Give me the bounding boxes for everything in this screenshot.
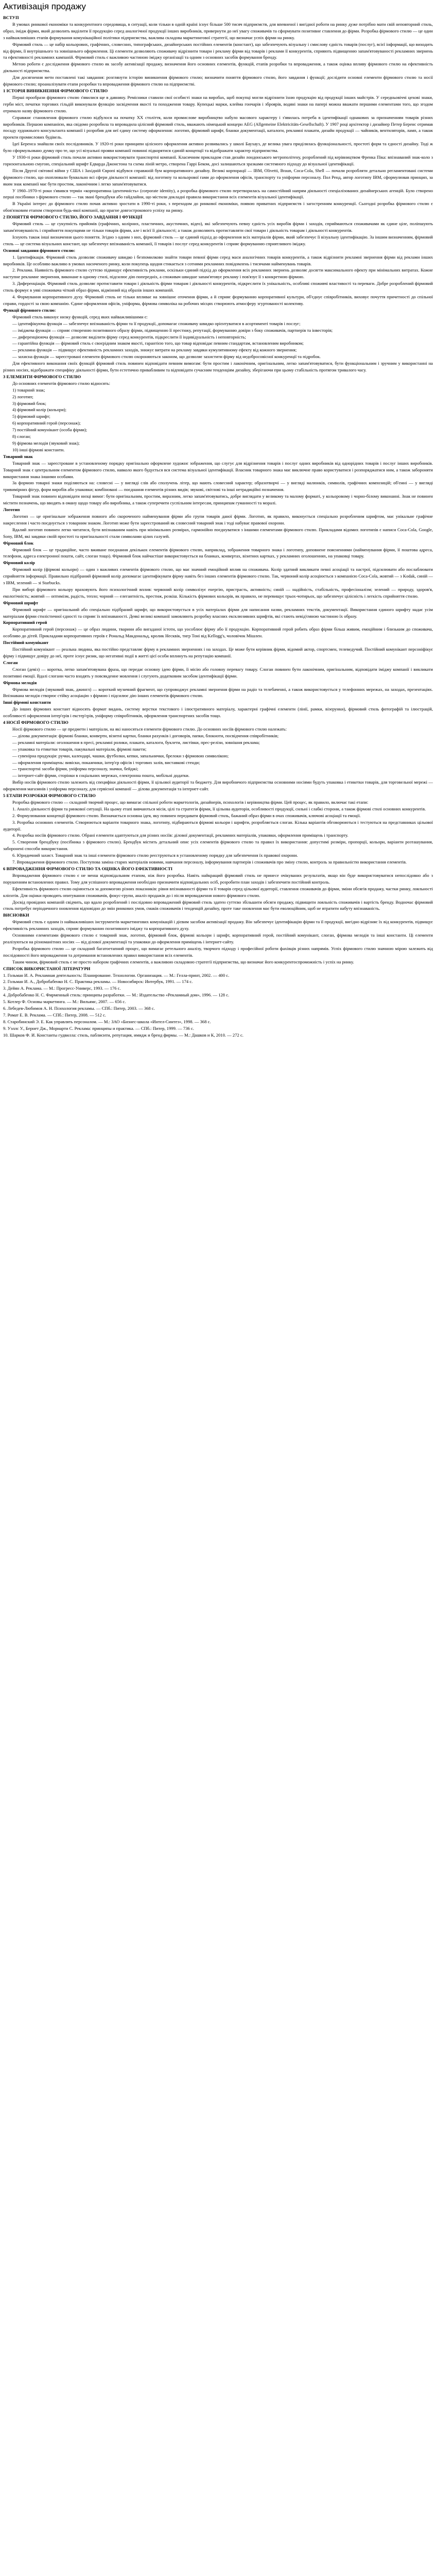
paragraph: Логотип — це оригінальне зображення повного або скороченого найменування фірми або групи товарів даної фірми. Логотип, як правило, виконується спеціально розробленим шрифтом, має унікальне графічне накреслення і часто поєднується з товарним знаком. Логотип може бути зареєстрований як словесний товарний знак і тоді набуває правової охорони. xyxy=(3,513,433,526)
paragraph: — інтернет-сайт фірми, сторінки в соціальних мережах, електронна пошта, мобільні додатки. xyxy=(12,773,190,778)
paragraph: Фірмовий колір (фірмові кольори) — один з важливих елементів фірмового стилю, що має значний емоційний вплив на споживача. Колір здатний викликати певні асоціації та настрої, підсилювати або послаблювати сприйняття інформації. Правильно підібраний фірмовий колір допомагає ідентифікувати фірму навіть без інших елементів фірмового стилю. Так, червоний колір асоціюється з компанією Coca-Cola, жовтий — з Kodak, синій — з IBM, зелений — зі Starbucks. xyxy=(3,567,433,586)
paragraph: 5) фірмовий шрифт; xyxy=(12,414,50,419)
paragraph: 7) постійний комунікант (особа фірми); xyxy=(12,427,88,433)
paragraph: 3. Розробка основних елементів. Створюються варіанти товарного знака, логотипу, підбираються фірмові кольори і шрифти, розробляється слоган. Кілька варіантів обговорюються і тестуються на представниках цільової аудиторії. xyxy=(3,819,433,832)
paragraph: 8. Старобинский Э. Е. Как управлять персоналом. — М.: ЗАО «Бизнес-школа «Интел-Синтез», 1998. — 368 с. xyxy=(3,1019,211,1024)
page-title: Активізація продажу xyxy=(3,2,86,11)
paragraph: 1. Гольман И. А. Рекламная деятельность: Планирование. Технологии. Организация. — М.: Гелла-принт, 2002. — 400 с. xyxy=(3,972,230,978)
paragraph: Фірмовий блок — це традиційне, часто вживане поєднання декількох елементів фірмового стилю, наприклад, зображення товарного знака і логотипу, доповнене поясненнями (найменування фірми, її поштова адреса, телефони, адреса електронної пошти, сайт, слоган тощо). Фірмовий блок найчастіше використовується на бланках, конвертах, візитних картках, у рекламних оголошеннях, на упаковці товару. xyxy=(3,547,433,559)
section-heading: Фірмова мелодія xyxy=(3,680,37,685)
section-heading: Фірмовий шрифт xyxy=(3,600,39,605)
paragraph: Фірмовий стиль виконує низку функцій, серед яких найважливішими є: xyxy=(12,314,148,319)
paragraph: 9) фірмова мелодія (звуковий знак); xyxy=(12,440,80,446)
section-heading: ВСТУП xyxy=(3,15,19,20)
paragraph: Таким чином, фірмовий стиль є не просто набором графічних елементів, а важливою складовою стратегії підприємства, що визначає його конкурентоспроможність і успіх на ринку. xyxy=(12,959,354,964)
paragraph: 6. Юридичний захист. Товарний знак та інші елементи фірмового стилю реєструються в установленому порядку для забезпечення їх правової охорони. xyxy=(12,853,298,858)
paragraph: 2. Гольман И. А., Добробабенко Н. С. Практика рекламы. — Новосибирск: Интербук, 1991. — 174 с. xyxy=(3,979,193,985)
paragraph: 6. Лебедев-Любимов А. Н. Психология рекламы. — СПб.: Питер, 2003. — 368 с. xyxy=(3,1006,155,1011)
paragraph: Ефективність фірмового стилю оцінюється за допомогою різних показників: рівня впізнаваності фірми та її товарів серед цільової аудиторії, ставлення споживачів до фірми, зміни обсягів продажу, частки ринку, лояльності клієнтів. Для оцінки проводять опитування споживачів, фокус-групи, аналіз продажів до і після впровадження нового фірмового стилю. xyxy=(3,886,433,898)
paragraph: — сувенірна продукція: ручки, календарі, чашки, футболки, кепки, запальнички, брелоки з фірмовою символікою; xyxy=(12,753,229,758)
section-heading: Товарний знак xyxy=(3,453,33,459)
paragraph: До основних елементів фірмового стилю відносять: xyxy=(12,380,111,386)
section-heading: 6 ВПРОВАДЖЕННЯ ФІРМОВОГО СТИЛЮ ТА ОЦІНКА ЙОГО ЕФЕКТИВНОСТІ xyxy=(3,866,173,871)
paragraph: Товарний знак — зареєстроване в установленому порядку оригінально оформлене художнє зображення, що слугує для відрізнення товарів і послуг одних виробників від однорідних товарів і послуг інших виробників. Товарний знак є центральним елементом фірмового стилю, навколо якого будується вся система візуальної ідентифікації. Власник товарного знака має виключне право користуватися і розпоряджатися ним, а також забороняти використання знака іншими особами. xyxy=(3,460,433,479)
paragraph: Фірмовий стиль — це набір кольорових, графічних, словесних, типографських, дизайнерських постійних елементів (констант), що забезпечують візуальну і смислову єдність товарів (послуг), всієї інформації, що виходить від фірми, її внутрішнього та зовнішнього оформлення. Ці елементи дозволяють споживачу відрізнити товари і рекламу фірми від товарів і реклами її конкурентів, сприяють підвищенню запам'ятовуваності рекламних звернень та ефективності рекламних кампаній. Фірмовий стиль є важливою частиною іміджу організації та одним з основних засобів формування бренду. xyxy=(3,41,433,60)
section-heading: Інші фірмові константи xyxy=(3,700,51,705)
paragraph: 2) логотип; xyxy=(12,394,33,399)
paragraph: Слоган (девіз) — коротка, легко запам'ятовувана фраза, що передає основну ідею фірми, її місію або головну перевагу товару. Слоган повинен бути лаконічним, оригінальним, відповідати іміджу компанії і викликати позитивні емоції. Вдалі слогани часто входять у повсякденне мовлення і слугують додатковим засобом ідентифікації фірми. xyxy=(3,666,433,679)
paragraph: У 1930-ті роки фірмовий стиль почали активно використовувати транспортні компанії. Класичним прикладом став дизайн лондонського метрополітену, розроблений під керівництвом Френка Піка: впізнаваний знак-коло з горизонтальною смугою, спеціальний шрифт Едварда Джонстона та схема ліній метро, створена Гаррі Беком, досі залишаються зразками системного підходу до візуальної ідентифікації. xyxy=(3,155,433,166)
paragraph: Метою роботи є дослідження фірмового стилю як засобу активізації продажу, визначення його основних елементів, функцій, етапів розробки та впровадження, а також оцінка впливу фірмового стилю на ефективність діяльності підприємства. xyxy=(3,61,433,74)
paragraph: 2. Формулювання концепції фірмового стилю. Визначається основна ідея, яку повинен передавати фірмовий стиль, бажаний образ фірми в очах споживачів, ключові асоціації та емоції. xyxy=(12,812,361,818)
section-heading: ВИСНОВКИ xyxy=(3,912,29,918)
paragraph: 7. Впровадження фірмового стилю. Поступова заміна старих матеріалів новими, навчання персоналу, інформування партнерів і споживачів про зміну стилю, контроль за правильністю використання елементів. xyxy=(12,859,407,865)
section-heading: Фірмовий колір xyxy=(3,560,35,566)
paragraph: В Україні інтерес до фірмового стилю почав активно зростати в 1990-ті роки, з переходом до ринкової економіки, появою приватних підприємств і загостренням конкуренції. Сьогодні розробка фірмового стилю є обов'язковим етапом створення будь-якої компанії, що прагне довгострокового успіху на ринку. xyxy=(3,201,433,213)
paragraph: Досвід провідних компаній свідчить, що вдало розроблений і послідовно впроваджений фірмовий стиль здатен суттєво збільшити обсяги продажу, підвищити лояльність споживачів і вартість бренду. Водночас фірмовий стиль потребує періодичного оновлення відповідно до змін ринкових умов, смаків споживачів і тенденцій дизайну, проте таке оновлення має бути еволюційним, щоб не втратити набуту впізнаваність. xyxy=(3,899,433,911)
paragraph: Впровадження фірмового стилю є не менш відповідальним етапом, ніж його розробка. Навіть найкращий фірмовий стиль не принесе очікуваних результатів, якщо він буде використовуватися непослідовно або з порушенням встановлених правил. Тому для успішного впровадження необхідно призначити відповідальних осіб, розробити план заходів і забезпечити постійний контроль. xyxy=(3,872,433,885)
paragraph: 4) фірмовий колір (кольори); xyxy=(12,407,67,413)
paragraph: Вдалий логотип повинен легко читатися, бути впізнаваним навіть при мінімальних розмірах, гармонійно поєднуватися з іншими елементами фірмового стилю. Прикладами відомих логотипів є написи Coca-Cola, Google, Sony, IBM, які завдяки своїй простоті та оригінальності стали символами цілих галузей. xyxy=(3,527,433,539)
section-heading: Фірмовий блок xyxy=(3,540,34,546)
paragraph: У 1960–1970-ті роки з'явився термін «корпоративна ідентичність» (corporate identity), а розробка фірмового стилю перетворилась на самостійний напрям діяльності спеціалізованих дизайнерських агенцій. Було створено перші посібники з фірмового стилю — так звані брендбуки або гайдлайни, що містили докладні правила використання всіх елементів візуальної ідентифікації. xyxy=(3,188,433,200)
paragraph: Фірмовий стиль є одним із найважливіших інструментів маркетингових комунікацій і дієвим засобом активізації продажу. Він забезпечує ідентифікацію фірми та її продукції, вигідно відрізняє їх від конкурентів, підвищує ефективність рекламних заходів, сприяє формуванню позитивного іміджу та корпоративного духу. xyxy=(3,919,433,931)
section-heading: СПИСОК ВИКОРИСТАНОЇ ЛІТЕРАТУРИ xyxy=(3,965,91,971)
paragraph: Після Другої світової війни у США і Західній Європі відбувся справжній бум корпоративного дизайну. Великі корпорації — IBM, Olivetti, Braun, Coca-Cola, Shell — почали розробляти детально регламентовані системи фірмового стилю, що охоплювали буквально всі сфери діяльності компанії: від логотипу та кольорової гами до оформлення офісів, транспорту та уніформи персоналу. Пол Ренд, автор логотипу IBM, сформулював принцип, за яким знак компанії має бути простим, лаконічним і легко запам'ятовуватися. xyxy=(3,167,433,187)
paragraph: 10. Шарков Ф. И. Константы гудвилла: стиль, паблисити, репутация, имидж и бренд фирмы. — М.: Дашков и К, 2010. — 272 с. xyxy=(3,1032,243,1038)
paragraph: Фірмовий стиль — це сукупність прийомів (графічних, колірних, пластичних, акустичних, відео), які забезпечують певну єдність усіх виробів фірми і заходів, сприймаються споживачами як єдине ціле, поліпшують запам'ятовуваність і сприйняття покупцями не тільки товарів фірми, але і всієї її діяльності; а також дозволяють протиставляти свої товари і діяльність товарам і діяльності конкурентів. xyxy=(3,221,433,233)
paragraph: До інших фірмових констант відносять формат видань, систему верстки текстового і ілюстративного матеріалу, характерні графічні елементи (лінії, рамки, візерунки), фірмовий стиль фотографій та ілюстрацій, особливості оформлення інтер'єрів і екстер'єрів, уніформу співробітників, оформлення транспортних засобів тощо. xyxy=(3,706,433,719)
paragraph: Розробка фірмового стилю — це складний багатоетапний процес, що вимагає ретельного аналізу, творчого підходу і професійної роботи фахівців різних напрямів. Успіх фірмового стилю значною мірою залежить від послідовності його впровадження та дотримання встановлених правил використання всіх елементів. xyxy=(3,945,433,958)
paragraph: — іміджева функція — сприяє створенню позитивного образу фірми, підвищенню її престижу, репутації, формуванню довіри з боку споживачів, партнерів та інвесторів; xyxy=(12,327,333,333)
paragraph: 8) слоган; xyxy=(12,434,31,439)
paragraph: За формою товарні знаки поділяються на: словесні — у вигляді слів або сполучень літер, що мають словесний характер; образотворчі — у вигляді малюнків, символів, графічних композицій; об'ємні — у вигляді тривимірних фігур, форм виробів або упаковки; комбіновані — поєднання елементів різних видів; звукові, світлові та інші нетрадиційні позначення. xyxy=(3,480,433,493)
paragraph: При виборі фірмового кольору враховують його психологічний вплив: червоний колір символізує енергію, пристрасть, активність; синій — надійність, стабільність, професіоналізм; зелений — природу, здоров'я, екологічність; жовтий — оптимізм, радість, тепло; чорний — елегантність, престиж, розкіш. Кількість фірмових кольорів, як правило, не перевищує трьох-чотирьох, що забезпечує цілісність і легкість сприйняття стилю. xyxy=(3,586,433,599)
section-heading: 5 ЕТАПИ РОЗРОБКИ ФІРМОВОГО СТИЛЮ xyxy=(3,793,96,799)
paragraph: Постійний комунікант — реальна людина, яка постійно представляє фірму в рекламних зверненнях і на заходах. Це може бути керівник фірми, відомий актор, спортсмен, телеведучий. Постійний комунікант персоніфікує фірму і підвищує довіру до неї, проте існує ризик, що негативні події в житті цієї особи вплинуть на репутацію компанії. xyxy=(3,647,433,658)
paragraph: — гарантійна функція — фірмовий стиль є своєрідним знаком якості, гарантією того, що товар відповідає певним стандартам, встановленим виробником; xyxy=(12,341,304,346)
paragraph: Основними елементами фірмового стилю є товарний знак, логотип, фірмовий блок, фірмові кольори і шрифт, корпоративний герой, постійний комунікант, слоган, фірмова мелодія та інші константи. Ці елементи реалізуються на різноманітних носіях — від ділової документації та упаковки до оформлення приміщень і інтернет-сайту. xyxy=(3,933,433,944)
paragraph: Фірмова мелодія (звуковий знак, джингл) — короткий музичний фрагмент, що супроводжує рекламні звернення фірми на радіо та телебаченні, а також використовується у телефонних мережах, на заходах, презентаціях. Впізнавана мелодія створює стійку асоціацію з фірмою і підсилює дію інших елементів фірмового стилю. xyxy=(3,686,433,699)
paragraph: Існують також інші визначення цього поняття. Згідно з одним з них, фірмовий стиль — це єдиний підхід до оформлення всіх матеріалів фірми, який забезпечує її візуальну ідентифікацію. За іншим визначенням, фірмовий стиль — це система візуальних констант, що забезпечує впізнаваність компанії, її товарів і послуг серед конкурентів і сприяє формуванню сприятливого іміджу. xyxy=(3,234,433,246)
paragraph: 5. Створення брендбуку (посібника з фірмового стилю). Брендбук містить детальний опис усіх елементів фірмового стилю та правил їх використання: допустимі розміри, пропорції, кольори, варіанти розташування, заборонені способи використання. xyxy=(3,839,433,852)
paragraph: 1) товарний знак; xyxy=(12,387,45,393)
section-heading: Основні завдання фірмового стилю: xyxy=(3,247,76,253)
paragraph: 9. Уэллс У., Бернет Дж., Мориарти С. Реклама: принципы и практика. — СПб.: Питер, 1999. — 736 с. xyxy=(3,1025,194,1031)
paragraph: 10) інші фірмові константи. xyxy=(12,447,65,452)
paragraph: Фірмовий шрифт — оригінальний або спеціально підібраний шрифт, що використовується в усіх матеріалах фірми для написання назви, рекламних текстів, документації. Використання єдиного шрифту надає усім матеріалам фірми стилістичної єдності та сприяє їх впізнаваності. Деякі великі компанії замовляють розробку власних ексклюзивних шрифтів, які стають невід'ємною частиною їх образу. xyxy=(3,606,433,619)
paragraph: — ідентифікуюча функція — забезпечує впізнаваність фірми та її продукції, допомагає споживачу швидко орієнтуватися в асортименті товарів і послуг; xyxy=(12,320,301,326)
section-heading: 3 ЕЛЕМЕНТИ ФІРМОВОГО СТИЛЮ xyxy=(3,374,81,379)
paragraph: Ідеї Беренса знайшли своїх послідовників. У 1920-ті роки принципи цілісного оформлення активно розвивались у школі Баухауз, де велика увага приділялась функціональності, простоті форм та єдності дизайну. Тоді ж було сформульовано думку про те, що усі візуальні прояви компанії повинні підкорятися єдиній концепції та відображати характер підприємства. xyxy=(3,141,433,154)
document-body xyxy=(3,14,433,1039)
paragraph: — захисна функція — зареєстровані елементи фірмового стилю охороняються законом, що дозволяє захистити фірму від недобросовісної конкуренції та підробок. xyxy=(12,354,321,360)
paragraph: — рекламна функція — підвищує ефективність рекламних заходів, знижує витрати на рекламу завдяки кумулятивному ефекту від кожного звернення; xyxy=(12,347,297,353)
paragraph: Розробка фірмового стилю — складний творчий процес, що вимагає спільної роботи маркетологів, дизайнерів, психологів і керівництва фірми. Цей процес, як правило, включає такі етапи: xyxy=(12,799,369,805)
paragraph: 3. Дейян А. Реклама. — М.: Прогресс-Универс, 1993. — 176 с. xyxy=(3,986,121,991)
section-heading: Функції фірмового стилю: xyxy=(3,307,56,313)
paragraph: Для ефективного виконання своїх функцій фірмовий стиль повинен відповідати певним вимогам: бути простим і лаконічним, оригінальним, легко запам'ятовуватися, бути функціональним і зручним у використанні на різних носіях, відображати специфіку діяльності фірми, бути естетично привабливим та відповідати сучасним тенденціям дизайну, зберігаючи при цьому стабільність протягом тривалого часу. xyxy=(3,361,433,373)
paragraph: 6) корпоративний герой (персонаж); xyxy=(12,420,81,426)
paragraph: — упаковка та етикетки товарів, пакувальні матеріали, фірмові пакети; xyxy=(12,746,147,752)
paragraph: — ділова документація: фірмові бланки, конверти, візитні картки, бланки рахунків і договорів, папки, блокноти, посвідчення співробітників; xyxy=(12,733,279,738)
paragraph: — диференціююча функція — дозволяє виділити фірму серед конкурентів, підкреслити її індивідуальність і неповторність; xyxy=(12,334,246,340)
section-heading: Постійний комунікант xyxy=(3,640,49,646)
section-heading: Логотип xyxy=(3,507,20,513)
paragraph: — рекламні матеріали: оголошення в пресі, рекламні ролики, плакати, каталоги, буклети, листівки, прес-релізи, зовнішня реклама; xyxy=(12,739,260,745)
paragraph: Перші прообрази фірмового стилю з'явилися ще в давнину. Ремісники ставили свої особисті знаки на виробах, щоб покупці могли відрізнити їхню продукцію від продукції інших майстрів. У середньовіччі цехові знаки, герби міст, печатки торгових гільдій виконували функцію засвідчення якості та походження товару. Купецькі марки, клейма гончарів і зброярів, водяні знаки на папері можна вважати першими елементами того, що згодом отримало назву фірмового стилю. xyxy=(3,94,433,113)
paragraph: 5. Котлер Ф. Основы маркетинга. — М.: Вильямс, 2007. — 656 с. xyxy=(3,999,126,1005)
paragraph: Носії фірмового стилю — це предмети і матеріали, на які наносяться елементи фірмового стилю. До основних носіїв фірмового стилю належать: xyxy=(12,726,287,732)
section-heading: Корпоративний герой xyxy=(3,620,47,625)
section-heading: 2 ПОНЯТТЯ ФІРМОВОГО СТИЛЮ, ЙОГО ЗАВДАННЯ І ФУНКЦІЇ xyxy=(3,214,143,220)
paragraph: Вибір носіїв фірмового стилю залежить від специфіки діяльності фірми, її цільової аудиторії та бюджету. Для виробничого підприємства основними носіями будуть упаковка і етикетки товарів, для торговельної мережі — оформлення магазинів і уніформа персоналу, для сервісної компанії — ділова документація та інтернет-сайт. xyxy=(3,779,433,792)
paragraph: 7. Ромат Е. В. Реклама. — СПб.: Питер, 2008. — 512 с. xyxy=(3,1012,106,1018)
paragraph: Справжнє становлення фірмового стилю відбулося на початку XX століття, коли промислове виробництво набуло масового характеру і з'явилась потреба в ідентифікації однакових за призначенням товарів різних виробників. Першою компанією, яка свідомо розробила та впровадила цілісний фірмовий стиль, вважають німецький концерн AEG (Allgemeine Elektricitäts-Gesellschaft). У 1907 році архітектор і дизайнер Петер Беренс отримав посаду художнього консультанта компанії і розробив для неї єдину систему оформлення: логотип, фірмовий шрифт, бланки документації, каталоги, рекламні плакати, дизайн продукції — чайників, вентиляторів, ламп, а також проекти промислових будівель. xyxy=(3,114,433,140)
section-heading: 4 НОСІЇ ФІРМОВОГО СТИЛЮ xyxy=(3,720,68,725)
paragraph: Для досягнення мети поставлені такі завдання: розглянути історію виникнення фірмового стилю; визначити поняття фірмового стилю, його завдання і функції; дослідити основні елементи фірмового стилю та носії фірмового стилю; проаналізувати етапи розробки та впровадження фірмового стилю на підприємстві. xyxy=(3,75,433,87)
section-heading: 1 ІСТОРІЯ ВИНИКНЕННЯ ФІРМОВОГО СТИЛЮ xyxy=(3,88,108,93)
paragraph: 4. Розробка носіїв фірмового стилю. Обрані елементи адаптуються для різних носіїв: ділової документації, рекламних матеріалів, упаковки, оформлення приміщень і транспорту. xyxy=(12,833,348,838)
paragraph: 1. Ідентифікація. Фірмовий стиль дозволяє споживачу швидко і безпомилково знайти товари певної фірми серед маси аналогічних товарів конкурентів, а також відрізнити рекламні звернення фірми від реклами інших виробників. Це особливо важливо в умовах насиченого ринку, коли покупець щодня стикається з сотнями рекламних повідомлень і тисячами найменувань товарів. xyxy=(3,254,433,266)
paragraph: Корпоративний герой (персонаж) — це образ людини, тварини або вигаданої істоти, що уособлює фірму або її продукцію. Корпоративний герой робить образ фірми більш живим, емоційним і близьким до споживача, особливо до дітей. Прикладами корпоративних героїв є Рональд Макдональд, кролик Несквік, тигр Тоні від Kellogg's, чоловічок Мішлен. xyxy=(3,626,433,639)
paragraph: — оформлення приміщень: вивіски, покажчики, інтер'єр офісів і торгових залів, виставкові стенди; xyxy=(12,759,200,765)
paragraph: В умовах ринкової економіки та конкурентного середовища, в ситуації, коли тільки в одній країні існує більше 500 тисяч підприємств, для впевненої і вигідної роботи на ринку дуже потрібно мати свій неповторний стиль, образ, імідж фірми, який дозволить виділити її продукцію серед аналогічної продукції інших виробників, привернути до неї увагу споживачів та сформувати позитивне ставлення до фірми. Розробка фірмового стилю — це один з найважливіших етапів формування комунікаційної політики підприємства, важлива складова маркетингової стратегії, що визначає успіх фірми на ринку. xyxy=(3,21,433,40)
paragraph: 1. Аналіз діяльності фірми та ринкової ситуації. На цьому етапі вивчаються місія, цілі та стратегія фірми, її цільова аудиторія, особливості продукції, сильні і слабкі сторони, а також фірмові стилі основних конкурентів. xyxy=(12,806,426,811)
paragraph: 3. Диференціація. Фірмовий стиль дозволяє протиставити товари і діяльність фірми товарам і діяльності конкурентів, підкреслити їх унікальність, особливі споживчі властивості та переваги. Добре розроблений фірмовий стиль формує в уяві споживача чіткий образ фірми, відмінний від образів інших компаній. xyxy=(3,281,433,293)
paragraph: 3) фірмовий блок; xyxy=(12,400,46,406)
section-heading: Слоган xyxy=(3,659,18,665)
paragraph: 4. Формування корпоративного духу. Фірмовий стиль не тільки впливає на зовнішнє оточення фірми, а й сприяє формуванню корпоративної культури, об'єднує співробітників, виховує почуття причетності до спільної справи, гордості за свою компанію. Єдине оформлення офісів, уніформа, фірмова символіка на робочих місцях створюють атмосферу згуртованості колективу. xyxy=(3,294,433,306)
paragraph: — транспортні засоби фірми, уніформа персоналу, значки, бейджі; xyxy=(12,766,138,772)
paragraph: 2. Реклама. Наявність фірмового стилю суттєво підвищує ефективність реклами, оскільки єдиний підхід до оформлення всіх рекламних звернень дозволяє досягти максимального ефекту при мінімальних витратах. Кожне наступне рекламне звернення, виконане в одному стилі, підсилює дію попередніх, а споживач швидше запам'ятовує рекламу і пов'язує її з конкретною фірмою. xyxy=(3,267,433,280)
paragraph: 4. Добробабенко Н. С. Фирменный стиль: принципы разработки. — М.: Издательство «Рекламный дом», 1996. — 128 с. xyxy=(3,992,230,998)
paragraph: Товарний знак повинен відповідати низці вимог: бути оригінальним, простим, виразним, легко запам'ятовуватись, добре виглядати у великому та малому форматі, у кольоровому і чорно-білому виконанні. Знак не повинен містити позначень, що вводять в оману щодо товару або виробника, а також суперечити суспільним інтересам, принципам гуманності та моралі. xyxy=(3,494,433,506)
